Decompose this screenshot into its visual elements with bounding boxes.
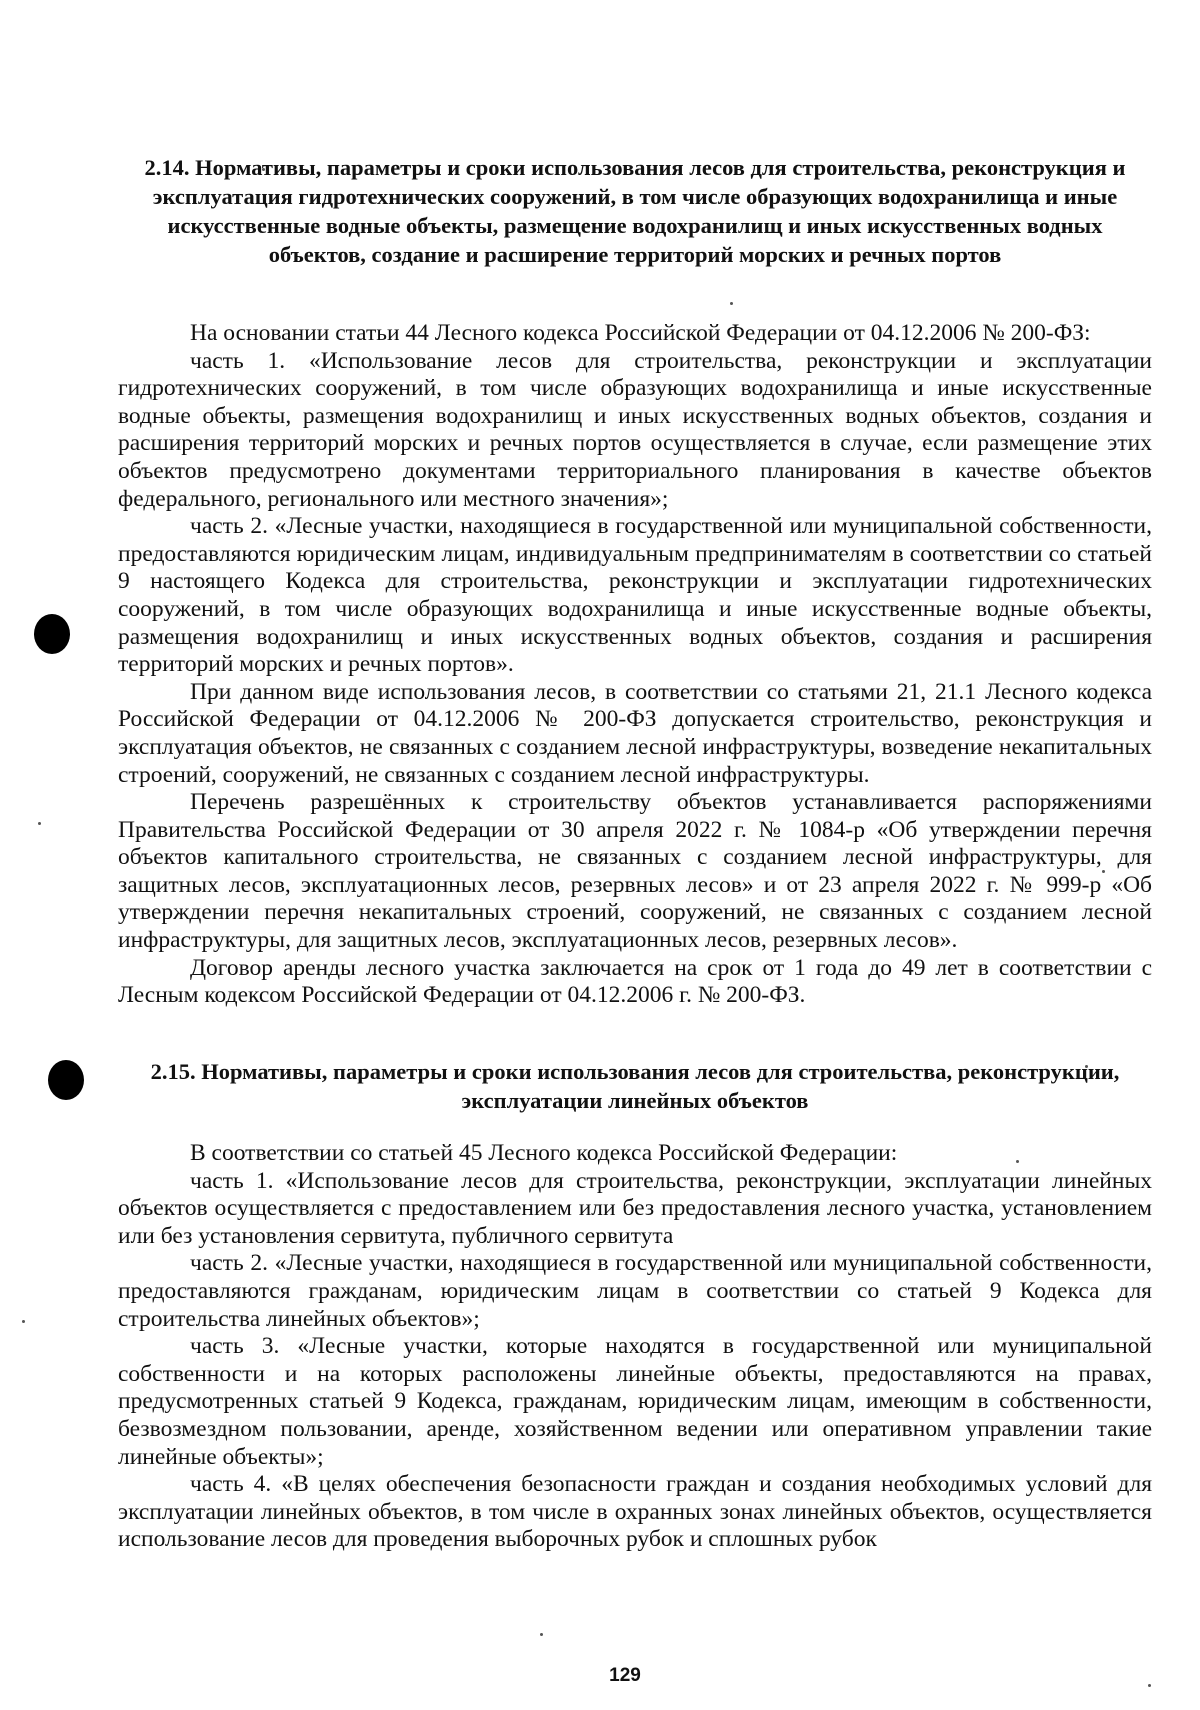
section-heading-2-15: 2.15. Нормативы, параметры и сроки использования лесов для строительства, реконструкции, эксплуатации линейных объектов (150, 1059, 1120, 1113)
paragraph: часть 1. «Использование лесов для строительства, реконструкции и эксплуатации гидротехнических сооружений, в том числе образующих водохранилища и иные искусственные водные объекты, размещения водохранилищ и иных искусственных водных объектов, создания и расширения территорий морских и речных портов осуществляется в случае, если размещение этих объектов предусмотрено документами территориального планирования в качестве объектов федерального, регионального или местного значения»; (118, 347, 1152, 512)
punch-hole (34, 614, 70, 654)
paragraph: часть 1. «Использование лесов для строительства, реконструкции, эксплуатации линейных объектов осуществляется с предоставлением или без предоставления лесного участка, установлением или без установления сервитута, публичного сервитута (118, 1167, 1152, 1249)
punch-hole (48, 1060, 84, 1100)
section-body-2-15 (118, 1140, 1152, 1554)
scan-speck (22, 1320, 25, 1323)
paragraph: В соответствии со статьей 45 Лесного кодекса Российской Федерации: (190, 1140, 898, 1166)
scan-speck (540, 1633, 543, 1636)
paragraph: часть 2. «Лесные участки, находящиеся в государственной или муниципальной собственности, предоставляются гражданам, юридическим лицам в соответствии со статьей 9 Кодекса для строительства линейных объектов»; (118, 1250, 1152, 1332)
page-number: 129 (609, 1665, 641, 1686)
paragraph: Договор аренды лесного участка заключается на срок от 1 года до 49 лет в соответствии с Лесным кодексом Российской Федерации от 04.12.2006 г. № 200-ФЗ. (118, 954, 1152, 1009)
scan-speck (38, 822, 41, 825)
paragraph: часть 4. «В целях обеспечения безопасности граждан и создания необходимых условий для эксплуатации линейных объектов, в том числе в охранных зонах линейных объектов, осуществляется использование лесов для проведения выборочных рубок и сплошных рубок (118, 1471, 1152, 1553)
section-body-2-14 (118, 320, 1152, 1010)
paragraph: При данном виде использования лесов, в соответствии со статьями 21, 21.1 Лесного кодекса Российской Федерации от 04.12.2006 № 200-ФЗ допускается строительство, реконструкция и эксплуатация объектов, не связанных с созданием лесной инфраструктуры, возведение некапитальных строений, сооружений, не связанных с созданием лесной инфраструктуры. (118, 678, 1152, 788)
paragraph: Перечень разрешённых к строительству объектов устанавливается распоряжениями Правительства Российской Федерации от 30 апреля 2022 г. № 1084-р «Об утверждении перечня объектов капитального строительства, не связанных с созданием лесной инфраструктуры, для защитных лесов, эксплуатационных лесов, резервных лесов» и от 23 апреля 2022 г. № 999-р «Об утверждении перечня некапитальных строений, сооружений, не связанных с созданием лесной инфраструктуры, для защитных лесов, эксплуатационных лесов, резервных лесов». (118, 789, 1152, 954)
paragraph: На основании статьи 44 Лесного кодекса Российской Федерации от 04.12.2006 № 200-ФЗ: (190, 320, 1091, 346)
paragraph: часть 2. «Лесные участки, находящиеся в государственной или муниципальной собственности, предоставляются юридическим лицам, индивидуальным предпринимателям в соответствии со статьей 9 настоящего Кодекса для строительства, реконструкции и эксплуатации гидротехнических сооружений, в том числе образующих водохранилища и иные искусственные водные объекты, размещения водохранилищ и иных искусственных водных объектов, создания и расширения территорий морских и речных портов». (118, 513, 1152, 678)
scan-speck (730, 302, 733, 305)
paragraph: часть 3. «Лесные участки, которые находятся в государственной или муниципальной собственности и на которых расположены линейные объекты, предоставляются на правах, предусмотренных статьей 9 Кодекса, гражданам, юридическим лицам, имеющим в собственности, безвозмездном пользовании, аренде, хозяйственном ведении или оперативном управлении такие линейные объекты»; (118, 1333, 1152, 1470)
section-heading-2-14: 2.14. Нормативы, параметры и сроки использования лесов для строительства, реконструкция и эксплуатация гидротехнических сооружений, в том числе образующих водохранилища и иные искусственные водные объекты, размещение водохранилищ и иных искусственных водных объектов, создание и расширение территорий морских и речных портов (144, 155, 1126, 267)
